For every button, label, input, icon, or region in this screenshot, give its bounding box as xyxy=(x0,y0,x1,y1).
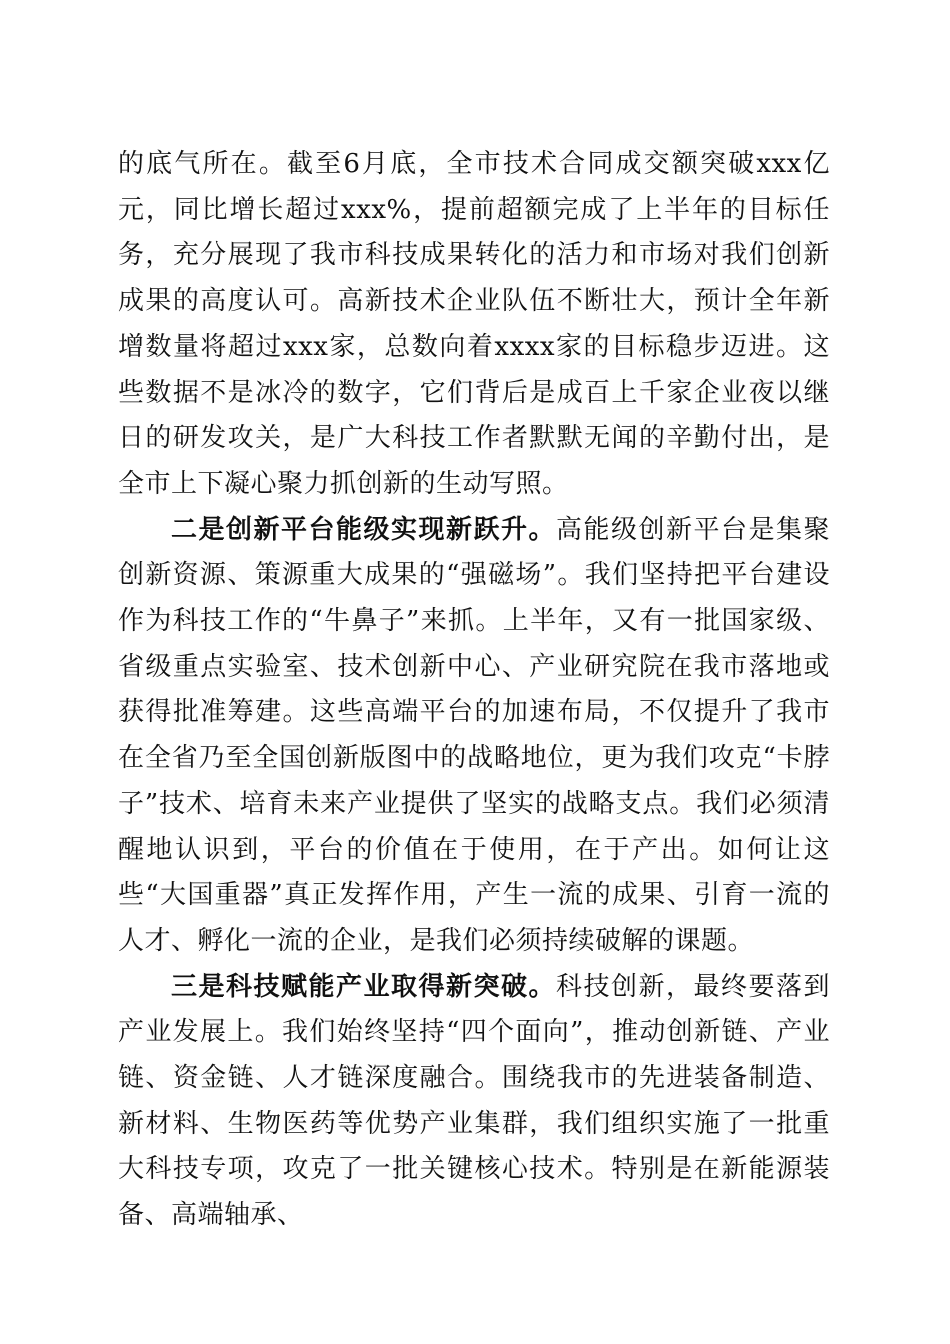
paragraph-3-lead: 三是科技赋能产业取得新突破。 xyxy=(171,971,556,1002)
paragraph-2 xyxy=(118,508,830,965)
paragraph-2-lead: 二是创新平台能级实现新跃升。 xyxy=(171,514,556,545)
paragraph-3-text: 科技创新，最终要落到产业发展上。我们始终坚持“四个面向”，推动创新链、产业链、资金链、人才链深度融合。围绕我市的先进装备制造、新材料、生物医药等优势产业集群，我们组织实施了一批重大科技专项，攻克了一批关键核心技术。特别是在新能源装备、高端轴承、 xyxy=(118,971,830,1231)
paragraph-3 xyxy=(118,965,830,1239)
paragraph-2-text: 高能级创新平台是集聚创新资源、策源重大成果的“强磁场”。我们坚持把平台建设作为科技工作的“牛鼻子”来抓。上半年，又有一批国家级、省级重点实验室、技术创新中心、产业研究院在我市落地或获得批准筹建。这些高端平台的加速布局，不仅提升了我市在全省乃至全国创新版图中的战略地位，更为我们攻克“卡脖子”技术、培育未来产业提供了坚实的战略支点。我们必须清醒地认识到，平台的价值在于使用，在于产出。如何让这些“大国重器”真正发挥作用，产生一流的成果、引育一流的人才、孵化一流的企业，是我们必须持续破解的课题。 xyxy=(118,514,830,956)
paragraph-1 xyxy=(118,142,830,508)
document-body xyxy=(118,142,830,1239)
paragraph-1-text: 的底气所在。截至6月底，全市技术合同成交额突破xxx亿元，同比增长超过xxx%，提前超额完成了上半年的目标任务，充分展现了我市科技成果转化的活力和市场对我们创新成果的高度认可。高新技术企业队伍不断壮大，预计全年新增数量将超过xxx家，总数向着xxxx家的目标稳步迈进。这些数据不是冰冷的数字，它们背后是成百上千家企业夜以继日的研发攻关，是广大科技工作者默默无闻的辛勤付出，是全市上下凝心聚力抓创新的生动写照。 xyxy=(118,149,830,499)
